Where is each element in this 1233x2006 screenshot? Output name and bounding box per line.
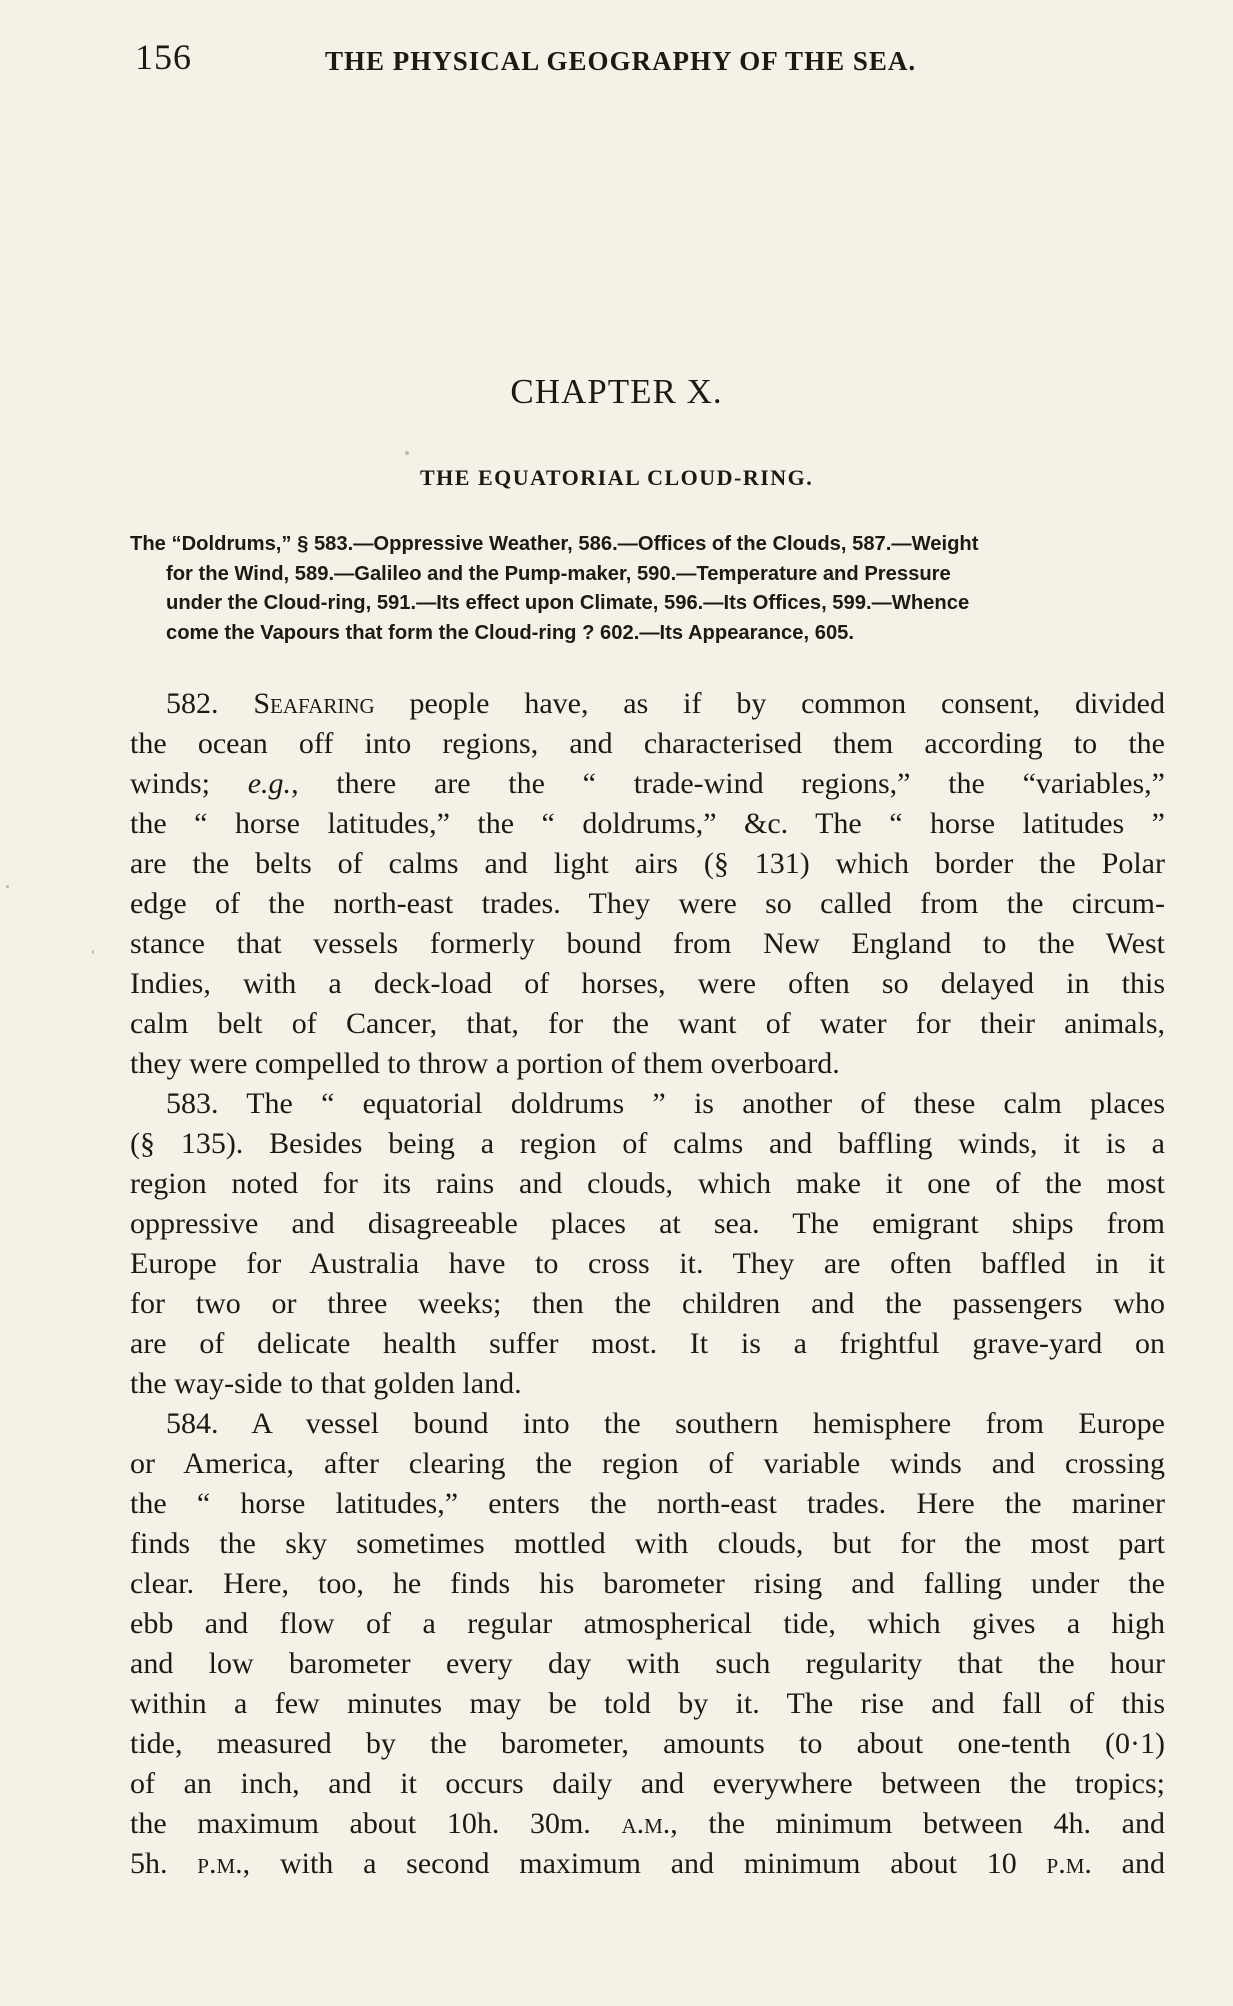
text-line: Europe for Australia have to cross it. They are often baffled in it: [130, 1247, 1165, 1280]
text-line: winds; e.g., there are the “ trade-wind regions,” the “variables,”: [130, 767, 1165, 800]
text-line: the “ horse latitudes,” enters the north-east trades. Here the mariner: [130, 1487, 1165, 1520]
text-line: clear. Here, too, he finds his barometer rising and falling under the: [130, 1567, 1165, 1600]
text-line: they were compelled to throw a portion of them overboard.: [130, 1047, 840, 1080]
synopsis-line: for the Wind, 589.—Galileo and the Pump-maker, 590.—Temperature and Pressure: [166, 562, 951, 585]
text-line: finds the sky sometimes mottled with clouds, but for the most part: [130, 1527, 1165, 1560]
text-line: the way-side to that golden land.: [130, 1367, 522, 1400]
body-text: [130, 684, 1165, 1884]
text-line: ebb and flow of a regular atmospherical tide, which gives a high: [130, 1607, 1165, 1640]
text-line: are of delicate health suffer most. It is a frightful grave-yard on: [130, 1327, 1165, 1360]
text-line: calm belt of Cancer, that, for the want of water for their animals,: [130, 1007, 1165, 1040]
text-line: the ocean off into regions, and characterised them according to the: [130, 727, 1165, 760]
text-line: of an inch, and it occurs daily and everywhere between the tropics;: [130, 1767, 1165, 1800]
text-line: 584. A vessel bound into the southern hemisphere from Europe: [166, 1407, 1165, 1440]
chapter-title: CHAPTER X.: [510, 372, 723, 411]
text-line: or America, after clearing the region of variable winds and crossing: [130, 1447, 1165, 1480]
text-line: the maximum about 10h. 30m. a.m., the minimum between 4h. and: [130, 1807, 1166, 1840]
paper-speck: [6, 885, 9, 888]
paper-speck: [92, 950, 94, 954]
text-line: tide, measured by the barometer, amounts to about one-tenth (0·1): [130, 1727, 1165, 1760]
page-number: 156: [135, 37, 192, 77]
chapter-subtitle: THE EQUATORIAL CLOUD-RING.: [420, 465, 814, 490]
text-line: region noted for its rains and clouds, which make it one of the most: [130, 1167, 1165, 1200]
text-line: and low barometer every day with such regularity that the hour: [130, 1647, 1165, 1680]
synopsis-line: come the Vapours that form the Cloud-ring ? 602.—Its Appearance, 605.: [166, 621, 855, 644]
text-line: Indies, with a deck-load of horses, were often so delayed in this: [130, 967, 1165, 1000]
text-line: oppressive and disagreeable places at sea. The emigrant ships from: [130, 1207, 1165, 1240]
text-line: edge of the north-east trades. They were so called from the circum-: [130, 887, 1165, 920]
synopsis-line: under the Cloud-ring, 591.—Its effect upon Climate, 596.—Its Offices, 599.—Whence: [166, 592, 970, 614]
text-line: are the belts of calms and light airs (§ 131) which border the Polar: [130, 847, 1165, 880]
running-title: THE PHYSICAL GEOGRAPHY OF THE SEA.: [325, 46, 917, 76]
text-line: within a few minutes may be told by it. The rise and fall of this: [130, 1687, 1165, 1720]
text-line: 582. Seafaring people have, as if by common consent, divided: [166, 687, 1165, 720]
text-line: the “ horse latitudes,” the “ doldrums,” &c. The “ horse latitudes ”: [130, 807, 1165, 840]
chapter-synopsis: [130, 530, 1160, 648]
text-line: (§ 135). Besides being a region of calms and baffling winds, it is a: [130, 1127, 1165, 1160]
text-line: 5h. p.m., with a second maximum and minimum about 10 p.m. and: [130, 1847, 1165, 1880]
paper-speck: [405, 451, 409, 455]
synopsis-line: The “Doldrums,” § 583.—Oppressive Weather, 586.—Offices of the Clouds, 587.—Weight: [130, 533, 979, 555]
text-line: stance that vessels formerly bound from New England to the West: [130, 927, 1165, 960]
text-line: 583. The “ equatorial doldrums ” is another of these calm places: [166, 1087, 1165, 1120]
running-head: [135, 36, 1105, 86]
text-line: for two or three weeks; then the children and the passengers who: [130, 1287, 1165, 1320]
